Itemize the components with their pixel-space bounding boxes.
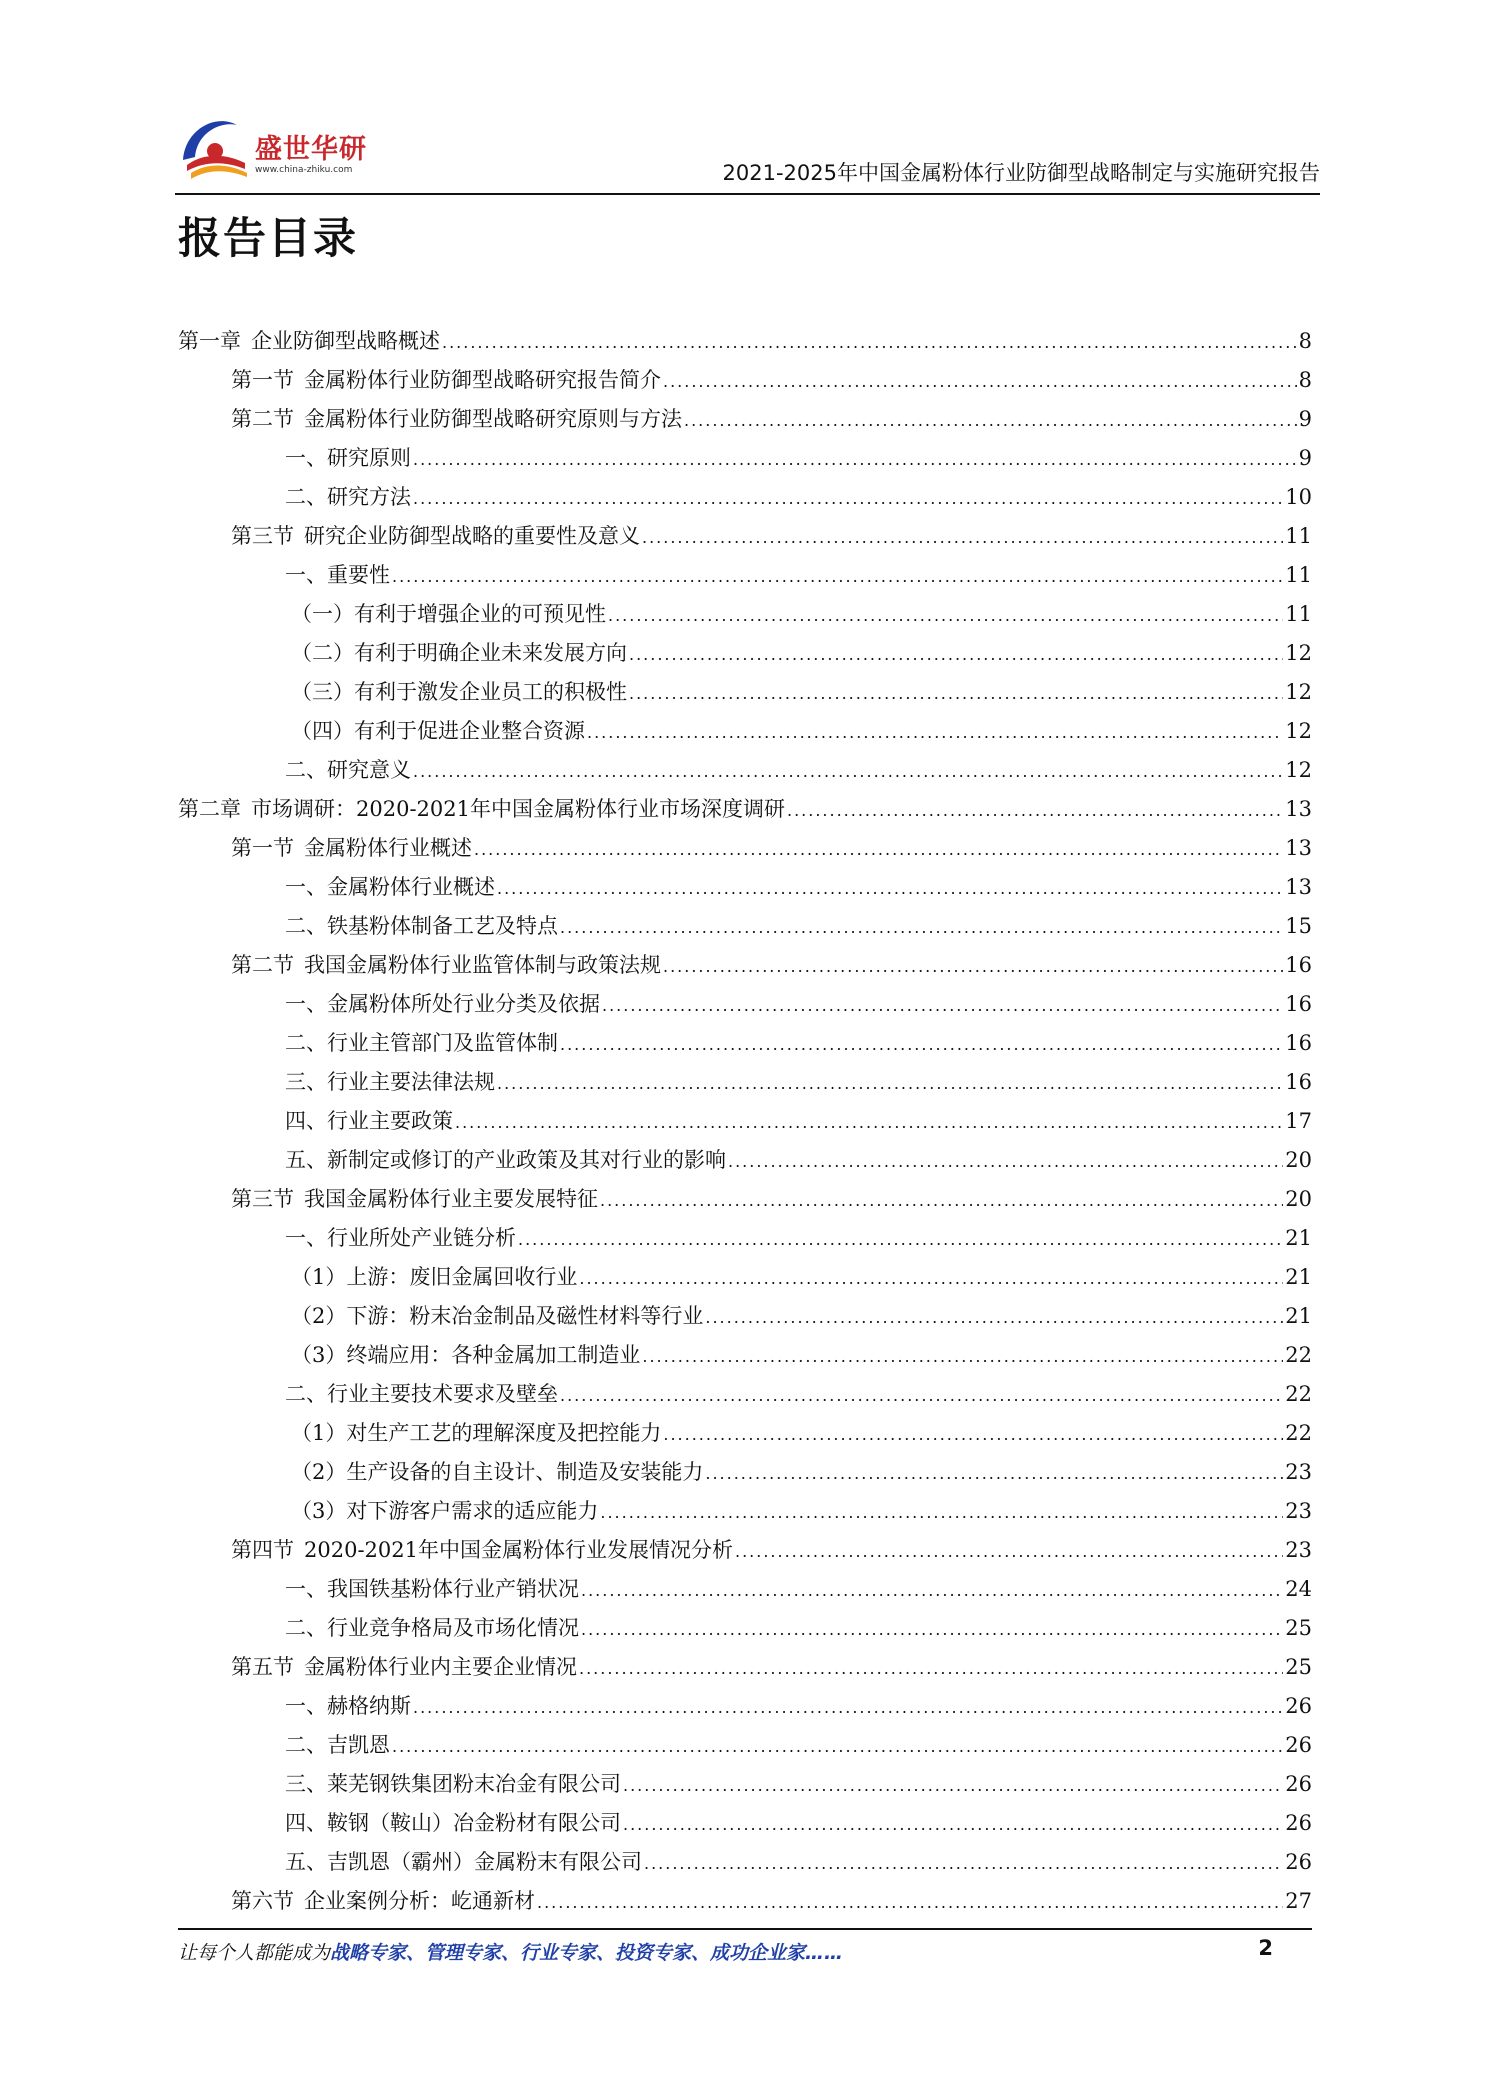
toc-entry-number: 第一节 <box>231 836 294 860</box>
toc-entry-number: 第二节 <box>231 953 294 977</box>
toc-entry-title: 我国金属粉体行业监管体制与政策法规 <box>304 953 661 977</box>
page-number: 2 <box>1258 1936 1273 1960</box>
toc-entry-page: 26 <box>1285 1694 1312 1718</box>
toc-leader-dots <box>728 1142 1283 1181</box>
logo-url: www.china-zhiku.com <box>255 165 353 175</box>
toc-entry-page: 20 <box>1285 1148 1312 1172</box>
toc-entry[interactable] <box>178 829 1312 868</box>
toc-entry-title: （一）有利于增强企业的可预见性 <box>291 602 606 626</box>
toc-leader-dots <box>413 479 1283 518</box>
toc-entry[interactable] <box>178 751 1312 790</box>
page-header <box>175 105 1320 195</box>
toc-entry-title: 市场调研：2020-2021年中国金属粉体行业市场深度调研 <box>251 797 785 821</box>
toc-entry[interactable] <box>178 1882 1312 1921</box>
toc-entry-page: 24 <box>1285 1577 1312 1601</box>
toc-entry[interactable] <box>178 361 1312 400</box>
logo-name: 盛世华研 <box>255 134 367 165</box>
toc-entry-title: 二、铁基粉体制备工艺及特点 <box>285 914 558 938</box>
toc-entry-title: 一、研究原则 <box>285 446 411 470</box>
toc-entry-title: 一、我国铁基粉体行业产销状况 <box>285 1577 579 1601</box>
header-divider <box>175 193 1320 195</box>
toc-entry-title: 五、吉凯恩（霸州）金属粉末有限公司 <box>285 1850 642 1874</box>
toc-entry[interactable] <box>178 478 1312 517</box>
toc-leader-dots <box>392 557 1283 596</box>
toc-entry-page: 16 <box>1285 1070 1312 1094</box>
logo-emblem-icon <box>175 105 255 185</box>
toc-leader-dots <box>560 1376 1283 1415</box>
toc-entry-page: 22 <box>1285 1421 1312 1445</box>
toc-entry[interactable] <box>178 1102 1312 1141</box>
toc-entry-page: 9 <box>1298 407 1312 431</box>
toc-leader-dots <box>579 1259 1283 1298</box>
toc-entry[interactable] <box>178 1609 1312 1648</box>
toc-entry-page: 10 <box>1285 485 1312 509</box>
toc-entry-title: （3）终端应用：各种金属加工制造业 <box>291 1343 641 1367</box>
toc-entry-title: 二、行业竞争格局及市场化情况 <box>285 1616 579 1640</box>
toc-entry[interactable] <box>178 517 1312 556</box>
toc-entry-page: 13 <box>1285 836 1312 860</box>
footer-divider <box>178 1928 1312 1930</box>
toc-entry-page: 22 <box>1285 1382 1312 1406</box>
footer-slogan <box>178 1938 843 1965</box>
toc-entry-page: 25 <box>1285 1655 1312 1679</box>
toc-entry-title: （四）有利于促进企业整合资源 <box>291 719 585 743</box>
toc-entry-title: 五、新制定或修订的产业政策及其对行业的影响 <box>285 1148 726 1172</box>
toc-entry-page: 12 <box>1285 758 1312 782</box>
toc-entry-title: 二、研究方法 <box>285 485 411 509</box>
toc-entry[interactable] <box>178 400 1312 439</box>
slogan-prefix: 让每个人都能成为 <box>178 1942 331 1964</box>
toc-entry-page: 27 <box>1285 1889 1312 1913</box>
toc-entry-title: 金属粉体行业内主要企业情况 <box>304 1655 577 1679</box>
toc-leader-dots <box>581 1571 1283 1610</box>
toc-entry-page: 13 <box>1285 797 1312 821</box>
toc-leader-dots <box>642 518 1283 557</box>
toc-entry[interactable] <box>178 1024 1312 1063</box>
toc-entry[interactable] <box>178 595 1312 634</box>
toc-entry[interactable] <box>178 1297 1312 1336</box>
toc-entry-page: 26 <box>1285 1811 1312 1835</box>
toc-entry[interactable] <box>178 634 1312 673</box>
toc-entry[interactable] <box>178 1258 1312 1297</box>
toc-leader-dots <box>518 1220 1283 1259</box>
toc-entry-page: 9 <box>1298 446 1312 470</box>
toc-entry-title: （三）有利于激发企业员工的积极性 <box>291 680 627 704</box>
toc-leader-dots <box>579 1649 1283 1688</box>
toc-leader-dots <box>600 1493 1283 1532</box>
toc-entry-page: 22 <box>1285 1343 1312 1367</box>
toc-entry-page: 23 <box>1285 1460 1312 1484</box>
table-of-contents <box>178 322 1312 1921</box>
toc-leader-dots <box>587 713 1283 752</box>
toc-entry-title: （2）下游：粉末冶金制品及磁性材料等行业 <box>291 1304 704 1328</box>
toc-leader-dots <box>684 401 1297 440</box>
toc-leader-dots <box>413 440 1297 479</box>
toc-leader-dots <box>455 1103 1283 1142</box>
toc-entry[interactable] <box>178 1492 1312 1531</box>
toc-entry-page: 21 <box>1285 1304 1312 1328</box>
toc-entry-page: 8 <box>1298 329 1312 353</box>
toc-leader-dots <box>537 1883 1283 1922</box>
toc-entry-title: 二、行业主管部门及监管体制 <box>285 1031 558 1055</box>
toc-entry[interactable] <box>178 1180 1312 1219</box>
toc-entry[interactable] <box>178 1843 1312 1882</box>
toc-entry-title: （二）有利于明确企业未来发展方向 <box>291 641 627 665</box>
toc-leader-dots <box>642 1337 1283 1376</box>
toc-entry-title: 我国金属粉体行业主要发展特征 <box>304 1187 598 1211</box>
toc-entry-number: 第五节 <box>231 1655 294 1679</box>
toc-leader-dots <box>581 1610 1283 1649</box>
toc-entry[interactable] <box>178 907 1312 946</box>
toc-entry[interactable] <box>178 1141 1312 1180</box>
toc-leader-dots <box>629 635 1283 674</box>
toc-entry[interactable] <box>178 712 1312 751</box>
toc-entry-title: 企业案例分析：屹通新材 <box>304 1889 535 1913</box>
toc-entry-title: 金属粉体行业防御型战略研究原则与方法 <box>304 407 682 431</box>
toc-entry[interactable] <box>178 1804 1312 1843</box>
toc-entry-title: 金属粉体行业概述 <box>304 836 472 860</box>
toc-entry[interactable] <box>178 1336 1312 1375</box>
toc-entry-title: 四、鞍钢（鞍山）冶金粉材有限公司 <box>285 1811 621 1835</box>
toc-entry[interactable] <box>178 868 1312 907</box>
toc-entry-title: 二、吉凯恩 <box>285 1733 390 1757</box>
toc-leader-dots <box>602 986 1283 1025</box>
toc-entry[interactable] <box>178 790 1312 829</box>
toc-entry[interactable] <box>178 1687 1312 1726</box>
toc-leader-dots <box>413 1688 1283 1727</box>
toc-entry[interactable] <box>178 673 1312 712</box>
company-logo <box>175 105 385 190</box>
toc-entry-page: 11 <box>1285 602 1312 626</box>
toc-entry-title: 研究企业防御型战略的重要性及意义 <box>304 524 640 548</box>
toc-entry-page: 21 <box>1285 1265 1312 1289</box>
toc-entry-page: 25 <box>1285 1616 1312 1640</box>
toc-entry-title: 一、金属粉体所处行业分类及依据 <box>285 992 600 1016</box>
toc-entry-title: 2020-2021年中国金属粉体行业发展情况分析 <box>304 1538 733 1562</box>
toc-entry-title: 二、研究意义 <box>285 758 411 782</box>
toc-leader-dots <box>413 752 1283 791</box>
toc-entry-title: （3）对下游客户需求的适应能力 <box>291 1499 599 1523</box>
toc-entry-title: 二、行业主要技术要求及壁垒 <box>285 1382 558 1406</box>
toc-entry-number: 第六节 <box>231 1889 294 1913</box>
toc-entry-page: 13 <box>1285 875 1312 899</box>
toc-leader-dots <box>623 1805 1283 1844</box>
toc-entry-number: 第四节 <box>231 1538 294 1562</box>
toc-entry-title: （1）上游：废旧金属回收行业 <box>291 1265 578 1289</box>
report-title: 2021-2025年中国金属粉体行业防御型战略制定与实施研究报告 <box>722 161 1320 185</box>
toc-leader-dots <box>735 1532 1283 1571</box>
toc-entry-number: 第二章 <box>178 797 241 821</box>
toc-entry-title: 一、重要性 <box>285 563 390 587</box>
toc-entry-page: 23 <box>1285 1499 1312 1523</box>
toc-entry-page: 23 <box>1285 1538 1312 1562</box>
toc-entry[interactable] <box>178 1648 1312 1687</box>
toc-leader-dots <box>608 596 1283 635</box>
toc-entry-page: 20 <box>1285 1187 1312 1211</box>
toc-entry-page: 15 <box>1285 914 1312 938</box>
toc-entry[interactable] <box>178 946 1312 985</box>
toc-entry-page: 17 <box>1285 1109 1312 1133</box>
toc-entry-number: 第二节 <box>231 407 294 431</box>
toc-entry-page: 16 <box>1285 1031 1312 1055</box>
toc-leader-dots <box>497 1064 1283 1103</box>
toc-entry[interactable] <box>178 1375 1312 1414</box>
toc-entry-title: 一、金属粉体行业概述 <box>285 875 495 899</box>
toc-entry[interactable] <box>178 1765 1312 1804</box>
toc-entry-title: 一、行业所处产业链分析 <box>285 1226 516 1250</box>
toc-entry-page: 11 <box>1285 563 1312 587</box>
toc-leader-dots <box>629 674 1283 713</box>
toc-entry[interactable] <box>178 1063 1312 1102</box>
toc-entry-title: 一、赫格纳斯 <box>285 1694 411 1718</box>
slogan-highlight: 战略专家、管理专家、行业专家、投资专家、成功企业家…… <box>330 1942 844 1964</box>
toc-entry-title: 三、莱芜钢铁集团粉末冶金有限公司 <box>285 1772 621 1796</box>
toc-entry-number: 第一节 <box>231 368 294 392</box>
toc-entry-title: （1）对生产工艺的理解深度及把控能力 <box>291 1421 662 1445</box>
toc-entry[interactable] <box>178 556 1312 595</box>
toc-leader-dots <box>787 791 1283 830</box>
toc-entry-page: 16 <box>1285 992 1312 1016</box>
toc-leader-dots <box>623 1766 1283 1805</box>
toc-entry-page: 8 <box>1298 368 1312 392</box>
toc-entry[interactable] <box>178 1531 1312 1570</box>
toc-leader-dots <box>663 1415 1283 1454</box>
toc-leader-dots <box>497 869 1283 908</box>
page-title: 报告目录 <box>178 214 358 264</box>
toc-leader-dots <box>392 1727 1283 1766</box>
toc-entry-page: 16 <box>1285 953 1312 977</box>
toc-entry[interactable] <box>178 1570 1312 1609</box>
toc-entry-title: 金属粉体行业防御型战略研究报告简介 <box>304 368 661 392</box>
toc-leader-dots <box>644 1844 1283 1883</box>
toc-entry-number: 第一章 <box>178 329 241 353</box>
toc-entry[interactable] <box>178 1219 1312 1258</box>
toc-entry-page: 26 <box>1285 1733 1312 1757</box>
toc-entry-title: 三、行业主要法律法规 <box>285 1070 495 1094</box>
toc-entry-page: 12 <box>1285 680 1312 704</box>
toc-entry-page: 11 <box>1285 524 1312 548</box>
toc-entry-page: 21 <box>1285 1226 1312 1250</box>
toc-leader-dots <box>663 362 1297 401</box>
toc-leader-dots <box>474 830 1283 869</box>
toc-leader-dots <box>560 1025 1283 1064</box>
toc-leader-dots <box>663 947 1283 986</box>
toc-entry-page: 26 <box>1285 1772 1312 1796</box>
toc-entry[interactable] <box>178 1453 1312 1492</box>
toc-entry[interactable] <box>178 1726 1312 1765</box>
toc-entry-number: 第三节 <box>231 1187 294 1211</box>
toc-entry-page: 26 <box>1285 1850 1312 1874</box>
toc-entry-title: 四、行业主要政策 <box>285 1109 453 1133</box>
toc-entry-title: （2）生产设备的自主设计、制造及安装能力 <box>291 1460 704 1484</box>
toc-entry-number: 第三节 <box>231 524 294 548</box>
toc-entry-page: 12 <box>1285 719 1312 743</box>
toc-leader-dots <box>705 1454 1283 1493</box>
toc-entry-page: 12 <box>1285 641 1312 665</box>
toc-leader-dots <box>600 1181 1283 1220</box>
toc-leader-dots <box>560 908 1283 947</box>
toc-entry[interactable] <box>178 1414 1312 1453</box>
toc-entry[interactable] <box>178 322 1312 361</box>
toc-entry[interactable] <box>178 985 1312 1024</box>
toc-leader-dots <box>442 323 1297 362</box>
toc-leader-dots <box>705 1298 1283 1337</box>
toc-entry-title: 企业防御型战略概述 <box>251 329 440 353</box>
toc-entry[interactable] <box>178 439 1312 478</box>
